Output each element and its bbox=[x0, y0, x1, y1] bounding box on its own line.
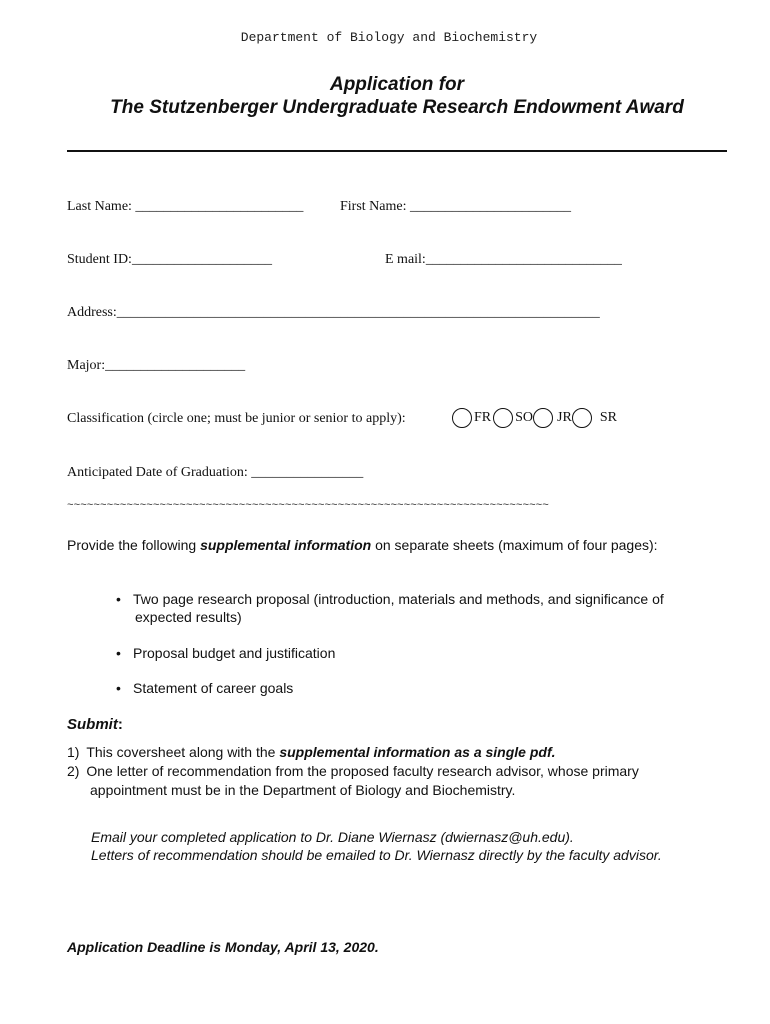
application-deadline: Application Deadline is Monday, April 13, 2020. bbox=[67, 939, 379, 955]
option-fr: FR bbox=[474, 410, 492, 425]
title-divider bbox=[67, 150, 727, 152]
fr-circle[interactable] bbox=[452, 408, 472, 428]
submit-item-1: 1) This coversheet along with the supplemental information as a single pdf. bbox=[67, 744, 556, 760]
bullet-item-career-goals: • Statement of career goals bbox=[116, 680, 294, 696]
submit-item-2-cont: appointment must be in the Department of Biology and Biochemistry. bbox=[90, 782, 516, 798]
classification-options bbox=[452, 408, 617, 428]
option-so: SO bbox=[515, 410, 534, 425]
email-field[interactable]: E mail:____________________________ bbox=[385, 252, 622, 267]
classification-label: Classification (circle one; must be junior or senior to apply): bbox=[67, 411, 406, 426]
bullet-item-budget: • Proposal budget and justification bbox=[116, 645, 336, 661]
graduation-date-field[interactable]: Anticipated Date of Graduation: ________________ bbox=[67, 465, 364, 480]
title-line-1: Application for bbox=[329, 74, 465, 95]
first-name-field[interactable]: First Name: _______________________ bbox=[340, 199, 571, 214]
option-jr: JR bbox=[557, 410, 572, 425]
submit-heading: Submit: bbox=[67, 716, 123, 733]
option-sr: SR bbox=[599, 410, 617, 425]
bullet-item-proposal-cont: expected results) bbox=[135, 609, 242, 625]
department-header: Department of Biology and Biochemistry bbox=[240, 30, 538, 45]
jr-circle[interactable] bbox=[533, 408, 553, 428]
title-line-2: The Stutzenberger Undergraduate Research Endowment Award bbox=[110, 97, 684, 118]
address-field[interactable]: Address:_____________________________________________________________________ bbox=[67, 305, 600, 320]
submit-item-2: 2) One letter of recommendation from the proposed faculty research advisor, whose primary bbox=[67, 763, 639, 779]
tilde-separator: ~~~~~~~~~~~~~~~~~~~~~~~~~~~~~~~~~~~~~~~~~~~~~~~~~~~~~~~~~~~~~~~~~~~~~~~~~ bbox=[67, 500, 549, 512]
sr-circle[interactable] bbox=[572, 408, 592, 428]
supplemental-intro: Provide the following supplemental information on separate sheets (maximum of four pages): bbox=[67, 537, 658, 553]
student-id-field[interactable]: Student ID:____________________ bbox=[67, 252, 272, 267]
letters-instructions: Letters of recommendation should be emailed to Dr. Wiernasz directly by the faculty advisor. bbox=[91, 847, 662, 863]
last-name-field[interactable]: Last Name: ________________________ bbox=[67, 199, 304, 214]
email-instructions: Email your completed application to Dr. Diane Wiernasz (dwiernasz@uh.edu). bbox=[91, 829, 574, 845]
bullet-item-proposal: • Two page research proposal (introduction, materials and methods, and significance of bbox=[116, 591, 664, 607]
so-circle[interactable] bbox=[493, 408, 513, 428]
major-field[interactable]: Major:____________________ bbox=[67, 358, 246, 373]
